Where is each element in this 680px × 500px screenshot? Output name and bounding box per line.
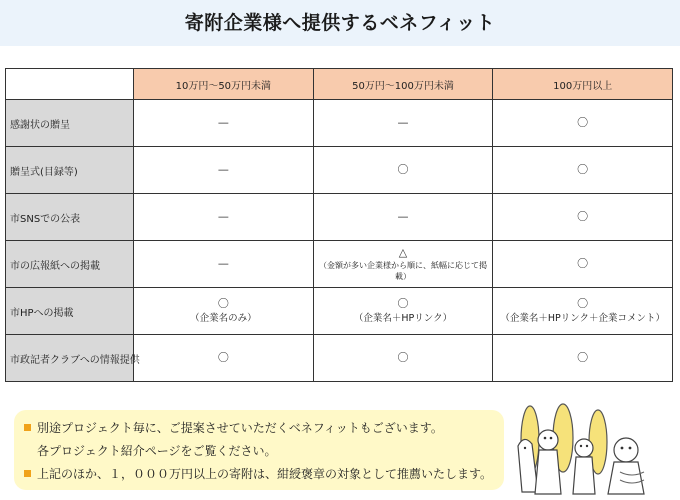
benefit-mark: 〇	[577, 115, 589, 129]
benefit-mark: —	[397, 209, 409, 223]
column-header: 50万円～100万円未満	[313, 69, 493, 100]
mascot-head-icon	[538, 430, 558, 450]
benefit-note: （企業名のみ）	[190, 312, 257, 324]
bullet-icon	[24, 470, 31, 477]
benefit-cell	[493, 288, 673, 335]
benefit-mark: 〇	[217, 297, 229, 311]
info-line	[24, 419, 443, 436]
turtle-mascot-icon	[608, 462, 644, 494]
mascot-head-icon	[614, 438, 638, 462]
info-text: 各プロジェクト紹介ページをご覧ください。	[37, 444, 277, 458]
benefit-mark: 〇	[397, 162, 409, 176]
benefit-note: （金額が多い企業様から順に、紙幅に応じて掲載）	[318, 260, 487, 282]
benefit-cell	[134, 288, 314, 335]
table-row	[6, 288, 673, 335]
info-line	[24, 442, 277, 459]
benefit-cell	[493, 147, 673, 194]
benefit-cell	[313, 241, 493, 288]
benefit-mark: —	[217, 209, 229, 223]
benefit-mark: 〇	[397, 297, 409, 311]
benefit-cell	[493, 100, 673, 147]
benefit-mark: —	[397, 115, 409, 129]
benefit-cell	[134, 335, 314, 382]
column-header: 100万円以上	[493, 69, 673, 100]
benefit-cell	[493, 241, 673, 288]
table-row	[6, 335, 673, 382]
table-row	[6, 147, 673, 194]
benefit-mark: 〇	[397, 350, 409, 364]
row-header: 市HPへの掲載	[6, 288, 134, 335]
benefit-cell	[493, 194, 673, 241]
benefit-cell	[313, 147, 493, 194]
benefit-note: （企業名＋HPリンク＋企業コメント）	[500, 312, 665, 324]
page-title: 寄附企業様へ提供するベネフィット	[184, 12, 496, 34]
row-header: 感謝状の贈呈	[6, 100, 134, 147]
benefit-mark: 〇	[577, 162, 589, 176]
benefit-mark: 〇	[577, 209, 589, 223]
cat-mascot-icon	[573, 457, 595, 494]
mascot-head-icon	[575, 439, 593, 457]
benefit-mark: —	[217, 115, 229, 129]
bullet-icon	[24, 424, 31, 431]
benefit-mark: —	[217, 256, 229, 270]
info-text: 上記のほか、１，０００万円以上の寄附は、紺綬褒章の対象として推薦いたします。	[37, 467, 493, 481]
benefit-cell	[134, 194, 314, 241]
table-corner-cell	[6, 69, 134, 100]
benefit-cell	[134, 100, 314, 147]
row-header: 市の広報紙への掲載	[6, 241, 134, 288]
benefit-mark: 〇	[577, 256, 589, 270]
info-line	[24, 465, 492, 482]
row-header: 贈呈式(目録等)	[6, 147, 134, 194]
info-text: 別途プロジェクト毎に、ご提案させていただくベネフィットもございます。	[37, 421, 443, 435]
benefit-cell	[313, 100, 493, 147]
column-header: 10万円～50万円未満	[134, 69, 314, 100]
table-row	[6, 241, 673, 288]
table-row	[6, 194, 673, 241]
table-header-row	[6, 69, 673, 100]
benefit-mark: —	[217, 162, 229, 176]
info-box	[14, 410, 504, 490]
benefit-mark: 〇	[577, 350, 589, 364]
benefit-cell	[134, 147, 314, 194]
table-row	[6, 100, 673, 147]
benefits-table	[5, 68, 673, 382]
benefit-mark: 〇	[577, 297, 589, 311]
row-header: 市SNSでの公表	[6, 194, 134, 241]
benefit-cell	[313, 288, 493, 335]
table-body	[6, 100, 673, 382]
row-header: 市政記者クラブへの情報提供	[6, 335, 134, 382]
benefit-cell	[313, 335, 493, 382]
benefit-cell	[134, 241, 314, 288]
benefit-cell	[493, 335, 673, 382]
surfboard-mascots-illustration	[508, 402, 678, 500]
benefit-note: （企業名＋HPリンク）	[353, 312, 453, 324]
benefit-mark: △	[398, 245, 408, 259]
bear-mascot-icon	[535, 450, 561, 494]
benefit-cell	[313, 194, 493, 241]
benefit-mark: 〇	[217, 350, 229, 364]
